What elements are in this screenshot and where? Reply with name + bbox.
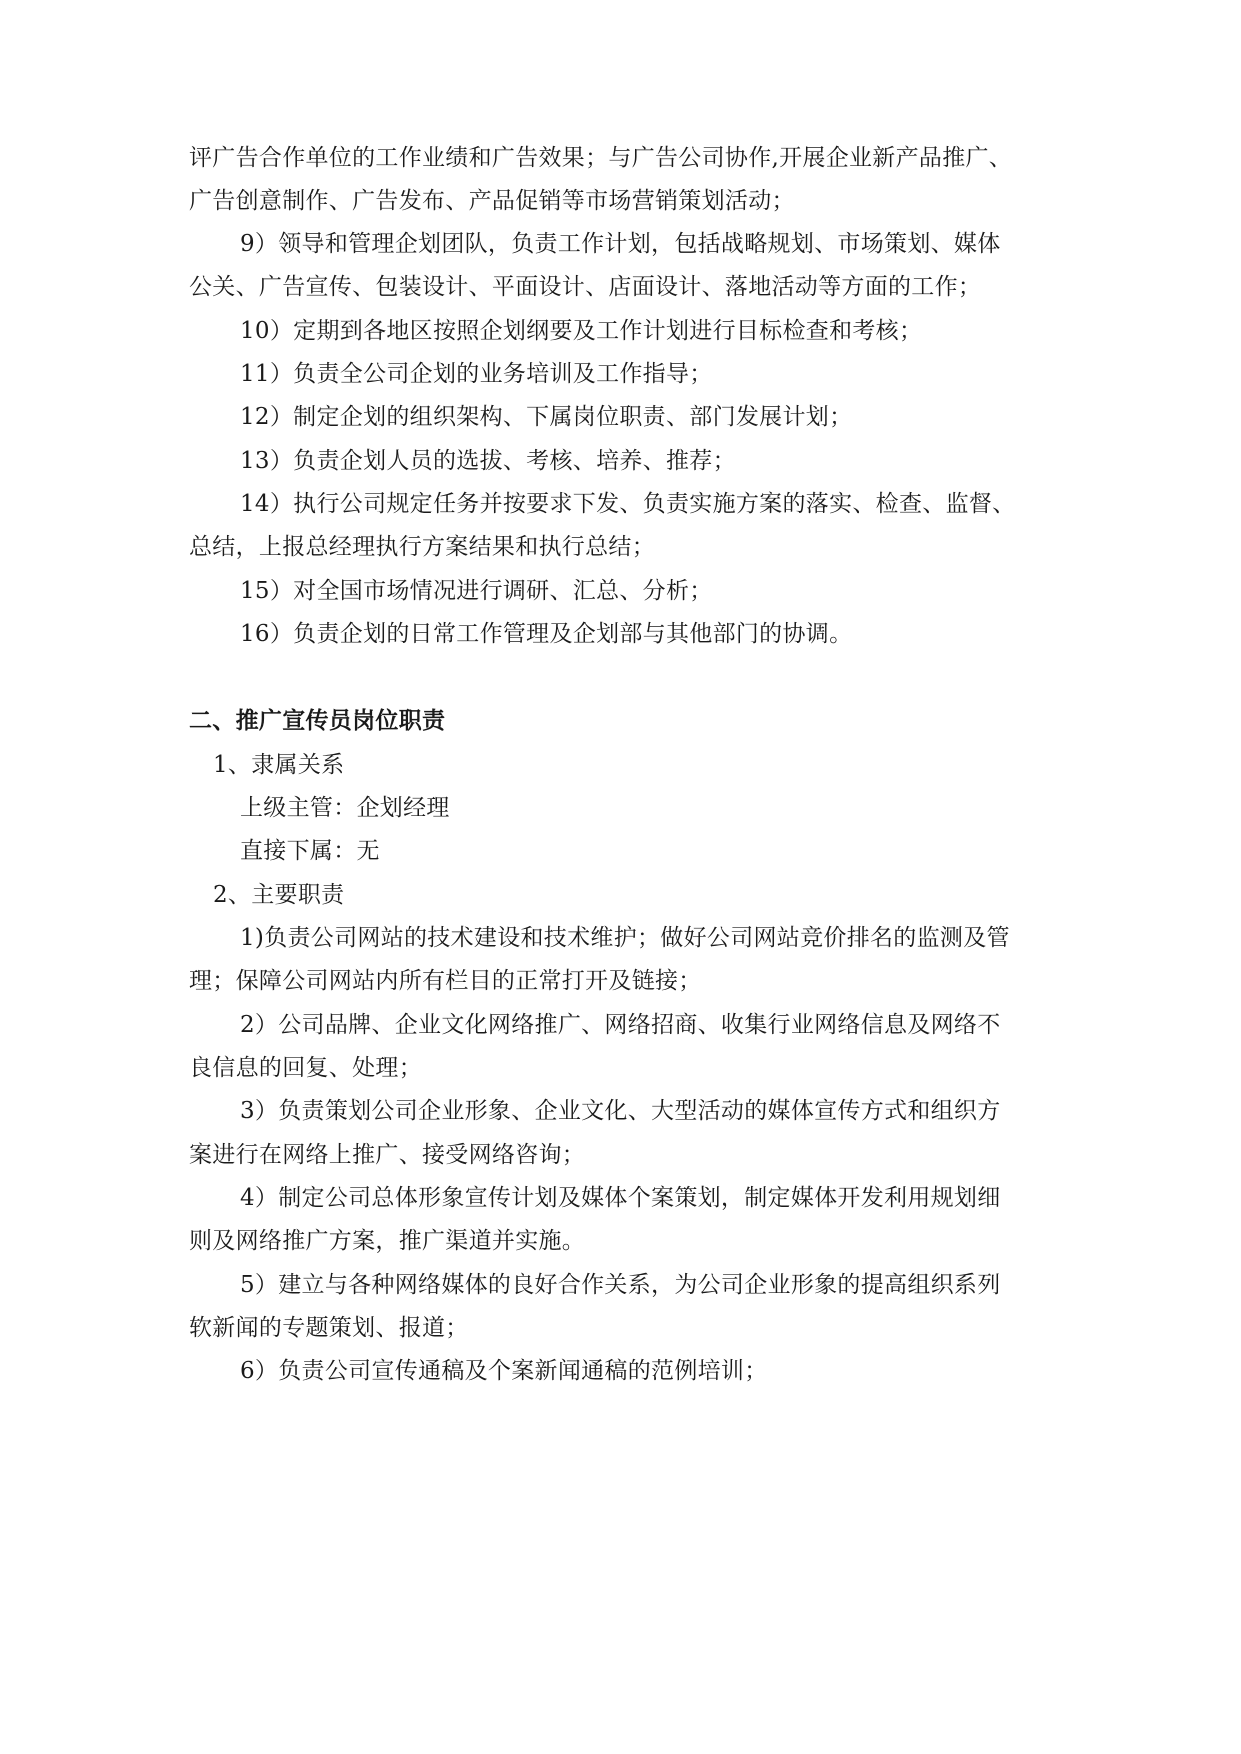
paragraph-line: 则及网络推广方案，推广渠道并实施。 [189, 1228, 586, 1254]
paragraph-line: 1)负责公司网站的技术建设和技术维护；做好公司网站竞价排名的监测及管 [240, 925, 1010, 951]
paragraph-line: 14）执行公司规定任务并按要求下发、负责实施方案的落实、检查、监督、 [240, 491, 1016, 517]
paragraph-line: 9）领导和管理企划团队，负责工作计划，包括战略规划、市场策划、媒体 [240, 231, 1001, 257]
paragraph-line: 4）制定公司总体形象宣传计划及媒体个案策划，制定媒体开发利用规划细 [240, 1185, 1001, 1211]
paragraph-line: 3）负责策划公司企业形象、企业文化、大型活动的媒体宣传方式和组织方 [240, 1098, 1001, 1124]
paragraph-line: 案进行在网络上推广、接受网络咨询； [189, 1142, 586, 1168]
supervisor-line: 上级主管：企划经理 [240, 795, 450, 821]
paragraph-line: 13）负责企划人员的选拔、考核、培养、推荐； [240, 448, 736, 474]
paragraph-line: 软新闻的专题策划、报道； [189, 1315, 469, 1341]
paragraph-line: 6）负责公司宣传通稿及个案新闻通稿的范例培训； [240, 1358, 768, 1384]
paragraph-line: 10）定期到各地区按照企划纲要及工作计划进行目标检查和考核； [240, 318, 923, 344]
paragraph-line: 公关、广告宣传、包装设计、平面设计、店面设计、落地活动等方面的工作； [189, 274, 982, 300]
paragraph-line: 11）负责全公司企划的业务培训及工作指导； [240, 361, 713, 387]
paragraph-line: 2）公司品牌、企业文化网络推广、网络招商、收集行业网络信息及网络不 [240, 1012, 1001, 1038]
paragraph-line: 评广告合作单位的工作业绩和广告效果；与广告公司协作,开展企业新产品推广、 [189, 145, 1013, 171]
paragraph-line: 16）负责企划的日常工作管理及企划部与其他部门的协调。 [240, 621, 853, 647]
paragraph-line: 良信息的回复、处理； [189, 1055, 422, 1081]
subordinate-line: 直接下属：无 [240, 838, 380, 864]
section-heading: 二、推广宣传员岗位职责 [189, 708, 446, 734]
paragraph-line: 总结，上报总经理执行方案结果和执行总结； [189, 534, 655, 560]
subsection-title: 2、主要职责 [213, 882, 345, 908]
subsection-title: 1、隶属关系 [213, 752, 345, 778]
paragraph-line: 5）建立与各种网络媒体的良好合作关系，为公司企业形象的提高组织系列 [240, 1272, 1001, 1298]
paragraph-line: 12）制定企划的组织架构、下属岗位职责、部门发展计划； [240, 404, 853, 430]
paragraph-line: 15）对全国市场情况进行调研、汇总、分析； [240, 578, 713, 604]
paragraph-line: 理；保障公司网站内所有栏目的正常打开及链接； [189, 968, 702, 994]
paragraph-line: 广告创意制作、广告发布、产品促销等市场营销策划活动； [189, 188, 795, 214]
